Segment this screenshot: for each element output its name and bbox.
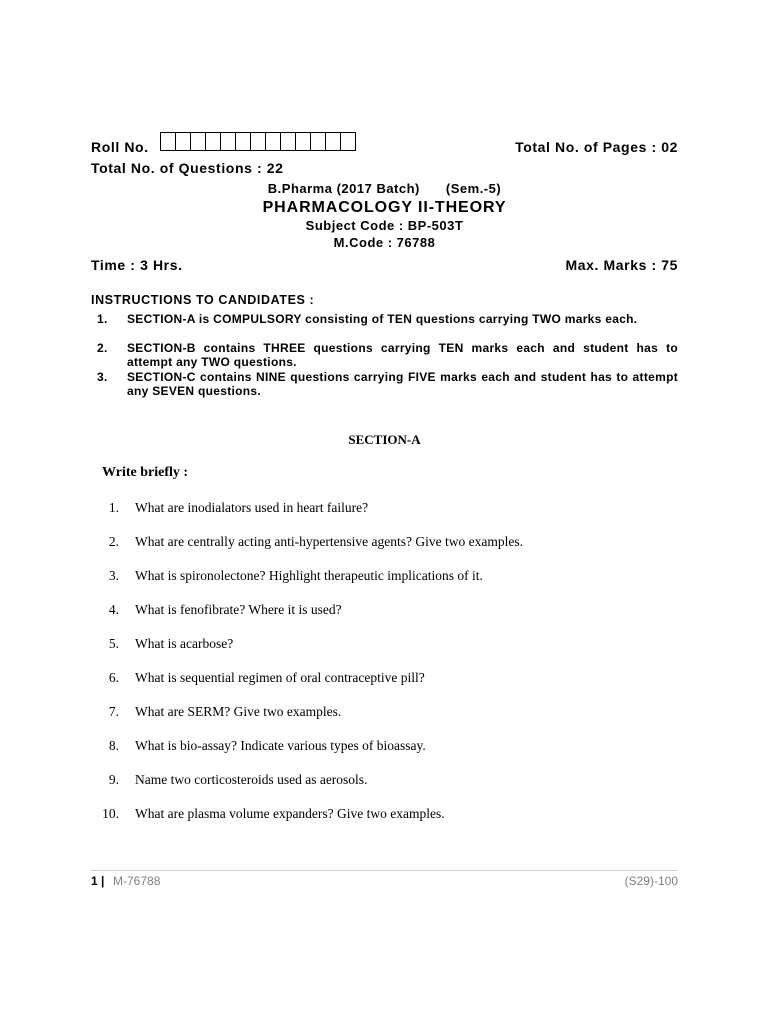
footer-page-number bbox=[91, 874, 104, 888]
roll-number-box bbox=[220, 132, 236, 151]
question-text: What is bio-assay? Indicate various types of bioassay. bbox=[135, 738, 426, 753]
roll-number-box bbox=[175, 132, 191, 151]
instruction-number: 3. bbox=[97, 370, 108, 384]
page-number: 1 bbox=[91, 874, 98, 888]
max-marks: Max. Marks : 75 bbox=[565, 257, 678, 273]
instruction-item bbox=[97, 341, 678, 369]
question-number: 6. bbox=[108, 670, 119, 685]
m-code: M.Code : 76788 bbox=[333, 235, 436, 250]
roll-number-box bbox=[235, 132, 251, 151]
roll-number-box bbox=[310, 132, 326, 151]
footer-series: (S29)-100 bbox=[624, 874, 678, 888]
instruction-text: SECTION-C contains NINE questions carrying FIVE marks each and student has to attempt any SEVEN questions. bbox=[127, 370, 678, 398]
question-number: 3. bbox=[108, 568, 119, 583]
question-text: What are inodialators used in heart failure? bbox=[135, 500, 369, 515]
question-text: What is fenofibrate? Where it is used? bbox=[135, 602, 342, 617]
instruction-item bbox=[97, 312, 678, 326]
semester: (Sem.-5) bbox=[445, 181, 502, 196]
question-number: 2. bbox=[108, 534, 119, 549]
instruction-item bbox=[97, 370, 678, 398]
course-line bbox=[91, 181, 678, 196]
question-number: 4. bbox=[108, 602, 119, 617]
total-pages: Total No. of Pages : 02 bbox=[515, 139, 678, 155]
roll-number-box bbox=[325, 132, 341, 151]
subject-code: Subject Code : BP-503T bbox=[305, 218, 464, 233]
instructions-title: INSTRUCTIONS TO CANDIDATES : bbox=[91, 293, 315, 307]
footer-code: M-76788 bbox=[113, 874, 161, 888]
question-text: Name two corticosteroids used as aerosols. bbox=[135, 772, 368, 787]
question-number: 8. bbox=[108, 738, 119, 753]
course-name: B.Pharma (2017 Batch) bbox=[267, 181, 420, 196]
roll-number-box bbox=[265, 132, 281, 151]
question-number: 1. bbox=[108, 500, 119, 515]
question-text: What are SERM? Give two examples. bbox=[135, 704, 342, 719]
question-text: What is spironolectone? Highlight therapeutic implications of it. bbox=[135, 568, 483, 583]
instruction-text: SECTION-A is COMPULSORY consisting of TEN questions carrying TWO marks each. bbox=[127, 312, 638, 326]
footer-separator: | bbox=[101, 874, 105, 888]
roll-number-box bbox=[190, 132, 206, 151]
section-a-title: SECTION-A bbox=[348, 432, 421, 447]
total-questions: Total No. of Questions : 22 bbox=[91, 160, 284, 176]
roll-number-box bbox=[295, 132, 311, 151]
question-text: What is sequential regimen of oral contraceptive pill? bbox=[135, 670, 425, 685]
exam-time: Time : 3 Hrs. bbox=[91, 257, 183, 273]
instruction-text: SECTION-B contains THREE questions carrying TEN marks each and student has to attempt any TWO questions. bbox=[127, 341, 678, 369]
section-a-prompt: Write briefly : bbox=[102, 465, 189, 480]
roll-number-label: Roll No. bbox=[91, 139, 149, 155]
roll-number-box bbox=[340, 132, 356, 151]
roll-number-box bbox=[280, 132, 296, 151]
instruction-number: 1. bbox=[97, 312, 108, 326]
question-text: What is acarbose? bbox=[135, 636, 234, 651]
subject-title: PHARMACOLOGY II-THEORY bbox=[262, 199, 507, 216]
question-number: 7. bbox=[108, 704, 119, 719]
question-number: 5. bbox=[108, 636, 119, 651]
roll-number-box bbox=[160, 132, 176, 151]
question-number: 10. bbox=[102, 806, 119, 821]
question-number: 9. bbox=[108, 772, 119, 787]
instruction-number: 2. bbox=[97, 341, 108, 355]
question-text: What are plasma volume expanders? Give two examples. bbox=[135, 806, 445, 821]
footer-divider bbox=[91, 870, 678, 871]
roll-number-boxes bbox=[160, 132, 355, 151]
roll-number-box bbox=[250, 132, 266, 151]
roll-number-box bbox=[205, 132, 221, 151]
question-text: What are centrally acting anti-hypertensive agents? Give two examples. bbox=[135, 534, 523, 549]
